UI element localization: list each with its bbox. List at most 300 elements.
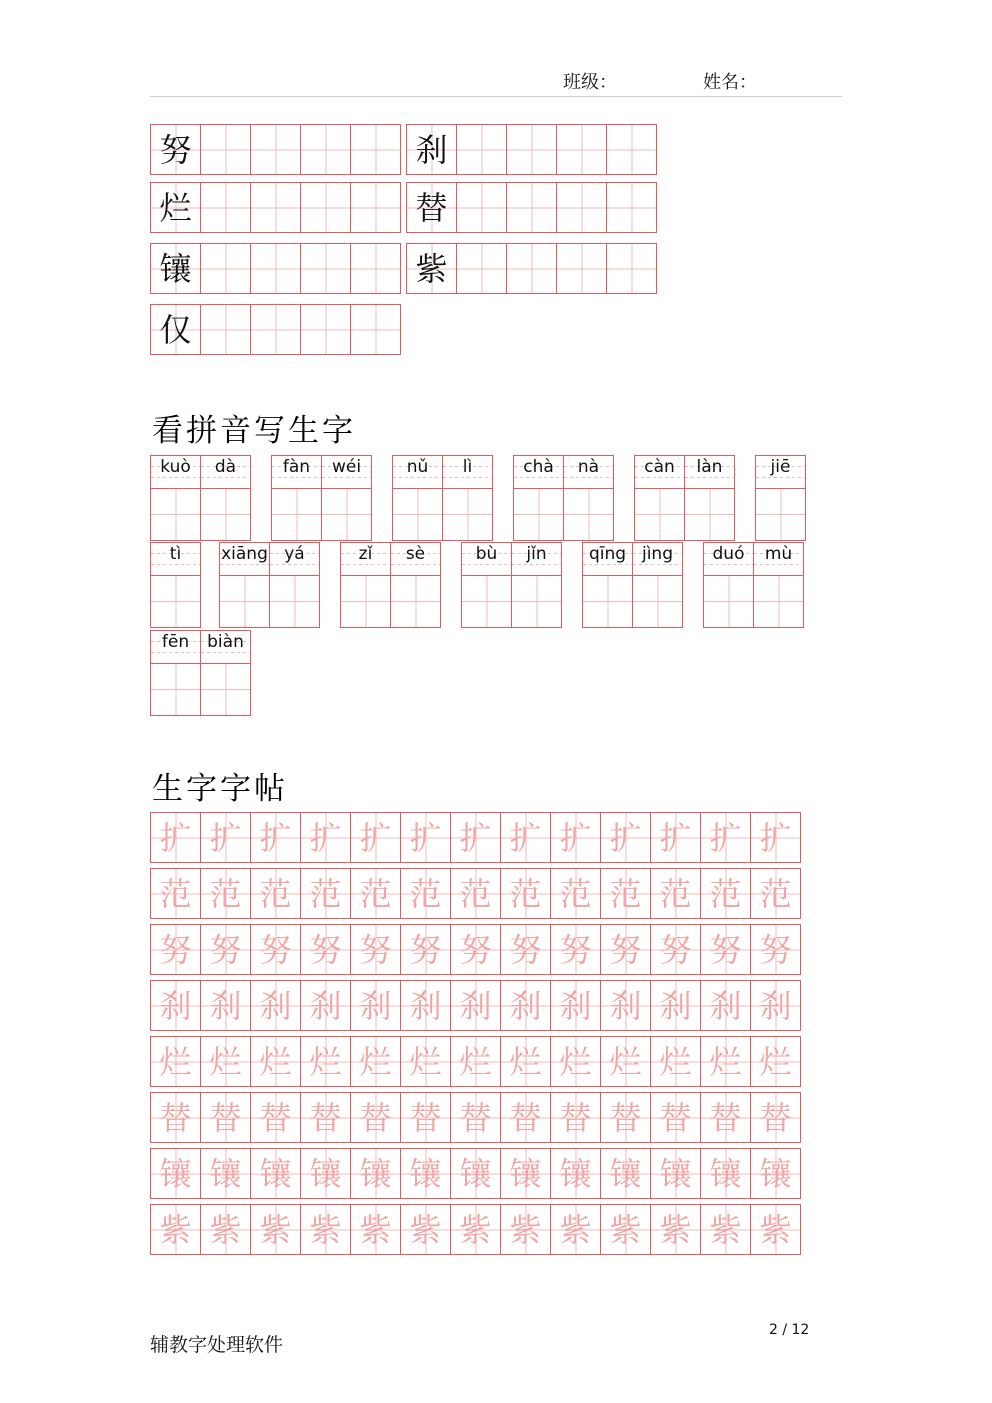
trace-cell[interactable]	[550, 868, 601, 919]
writing-cell[interactable]	[556, 124, 607, 175]
trace-cell[interactable]	[650, 812, 701, 863]
trace-char: 扩	[209, 818, 242, 857]
trace-cell[interactable]	[700, 1204, 751, 1255]
trace-cell[interactable]	[300, 980, 351, 1031]
trace-char: 努	[609, 930, 642, 969]
trace-char: 紫	[709, 1210, 742, 1249]
trace-char: 刹	[459, 986, 492, 1025]
trace-char: 紫	[259, 1210, 292, 1249]
trace-cell[interactable]	[600, 868, 651, 919]
trace-char: 范	[309, 874, 342, 913]
pinyin-syllable: lì	[462, 457, 473, 477]
writing-cell[interactable]	[556, 243, 607, 294]
pinyin-cell	[511, 542, 562, 628]
trace-cell[interactable]	[750, 980, 801, 1031]
trace-cell[interactable]	[150, 1092, 201, 1143]
trace-cell[interactable]	[650, 980, 701, 1031]
writing-cell[interactable]	[350, 304, 401, 355]
trace-char: 替	[709, 1098, 742, 1137]
trace-char: 扩	[509, 818, 542, 857]
copy-group	[406, 182, 656, 233]
trace-cell[interactable]	[150, 980, 201, 1031]
answer-cell[interactable]	[341, 576, 390, 627]
pinyin-cell	[582, 542, 633, 628]
pinyin-syllable: jǐn	[526, 544, 547, 564]
trace-cell[interactable]	[600, 1148, 651, 1199]
trace-cell[interactable]	[400, 812, 451, 863]
trace-cell[interactable]	[650, 1036, 701, 1087]
trace-cell[interactable]	[700, 1036, 751, 1087]
trace-cell[interactable]	[150, 924, 201, 975]
trace-char: 替	[309, 1098, 342, 1137]
trace-char: 刹	[309, 986, 342, 1025]
trace-cell[interactable]	[450, 980, 501, 1031]
answer-cell[interactable]	[151, 489, 200, 540]
pinyin-word-box	[755, 455, 805, 541]
pinyin-line	[756, 456, 805, 489]
trace-cell[interactable]	[250, 1148, 301, 1199]
trace-cell[interactable]	[300, 1092, 351, 1143]
writing-cell[interactable]	[506, 243, 557, 294]
trace-char: 替	[609, 1098, 642, 1137]
pinyin-syllable: mù	[764, 544, 793, 564]
trace-char: 努	[759, 930, 792, 969]
pinyin-syllable: nà	[577, 457, 600, 477]
trace-cell[interactable]	[300, 1204, 351, 1255]
writing-cell[interactable]	[350, 182, 401, 233]
writing-cell[interactable]	[506, 182, 557, 233]
copy-group	[406, 243, 656, 294]
trace-char: 替	[459, 1098, 492, 1137]
trace-cell[interactable]	[250, 1036, 301, 1087]
trace-char: 刹	[659, 986, 692, 1025]
trace-char: 刹	[559, 986, 592, 1025]
trace-cell[interactable]	[750, 1092, 801, 1143]
trace-cell[interactable]	[400, 1148, 451, 1199]
pinyin-line	[514, 456, 563, 489]
trace-cell[interactable]	[250, 924, 301, 975]
trace-cell[interactable]	[350, 1092, 401, 1143]
trace-cell[interactable]	[450, 1092, 501, 1143]
trace-char: 刹	[259, 986, 292, 1025]
writing-cell[interactable]	[556, 182, 607, 233]
pinyin-cell	[684, 455, 735, 541]
trace-cell[interactable]	[700, 924, 751, 975]
trace-cell[interactable]	[200, 924, 251, 975]
trace-char: 烂	[609, 1042, 642, 1081]
writing-cell[interactable]	[456, 124, 507, 175]
pinyin-syllable: làn	[696, 457, 723, 477]
pinyin-syllable: zǐ	[358, 544, 373, 564]
trace-cell[interactable]	[400, 1204, 451, 1255]
trace-char: 镶	[259, 1154, 292, 1193]
practice-row	[150, 924, 800, 975]
trace-cell[interactable]	[700, 1092, 751, 1143]
trace-char: 扩	[259, 818, 292, 857]
trace-cell[interactable]	[200, 1036, 251, 1087]
writing-cell[interactable]	[506, 124, 557, 175]
pinyin-line	[704, 543, 753, 576]
pinyin-word-box	[513, 455, 613, 541]
trace-cell[interactable]	[450, 868, 501, 919]
pinyin-cell	[703, 542, 754, 628]
trace-char: 刹	[359, 986, 392, 1025]
pinyin-syllable: jìng	[641, 544, 673, 564]
trace-char: 镶	[209, 1154, 242, 1193]
writing-cell[interactable]	[200, 124, 251, 175]
trace-char: 努	[359, 930, 392, 969]
trace-cell[interactable]	[550, 1092, 601, 1143]
answer-cell[interactable]	[635, 489, 684, 540]
trace-cell[interactable]	[450, 924, 501, 975]
writing-cell[interactable]	[456, 243, 507, 294]
trace-char: 紫	[659, 1210, 692, 1249]
trace-cell[interactable]	[750, 1204, 801, 1255]
pinyin-line	[270, 543, 319, 576]
trace-cell[interactable]	[350, 868, 401, 919]
trace-char: 扩	[409, 818, 442, 857]
trace-cell[interactable]	[300, 924, 351, 975]
trace-cell[interactable]	[700, 980, 751, 1031]
trace-cell[interactable]	[600, 1036, 651, 1087]
pinyin-word-box	[150, 542, 200, 628]
trace-char: 范	[359, 874, 392, 913]
trace-char: 替	[509, 1098, 542, 1137]
page-number: 2 / 12	[769, 1322, 810, 1338]
trace-cell[interactable]	[450, 1204, 501, 1255]
trace-cell[interactable]	[400, 868, 451, 919]
trace-char: 镶	[709, 1154, 742, 1193]
answer-cell[interactable]	[512, 576, 561, 627]
model-char-cell	[406, 243, 457, 294]
trace-cell[interactable]	[150, 1148, 201, 1199]
trace-cell[interactable]	[650, 924, 701, 975]
writing-cell[interactable]	[250, 182, 301, 233]
trace-cell[interactable]	[300, 1036, 351, 1087]
pinyin-cell	[461, 542, 512, 628]
trace-char: 烂	[259, 1042, 292, 1081]
trace-cell[interactable]	[200, 812, 251, 863]
trace-cell[interactable]	[350, 1148, 401, 1199]
trace-cell[interactable]	[550, 924, 601, 975]
pinyin-cell	[150, 542, 201, 628]
pinyin-line	[201, 456, 250, 489]
trace-char: 替	[659, 1098, 692, 1137]
trace-char: 范	[459, 874, 492, 913]
trace-cell[interactable]	[300, 1148, 351, 1199]
trace-cell[interactable]	[600, 980, 651, 1031]
trace-cell[interactable]	[350, 812, 401, 863]
pinyin-cell	[632, 542, 683, 628]
writing-cell[interactable]	[350, 243, 401, 294]
pinyin-cell	[200, 455, 251, 541]
trace-cell[interactable]	[700, 812, 751, 863]
trace-cell[interactable]	[550, 1204, 601, 1255]
model-char: 紫	[415, 249, 448, 288]
trace-cell[interactable]	[350, 924, 401, 975]
trace-cell[interactable]	[500, 1092, 551, 1143]
trace-cell[interactable]	[250, 868, 301, 919]
writing-cell[interactable]	[300, 182, 351, 233]
answer-cell[interactable]	[564, 489, 613, 540]
trace-cell[interactable]	[400, 1092, 451, 1143]
trace-cell[interactable]	[600, 812, 651, 863]
answer-cell[interactable]	[583, 576, 632, 627]
answer-cell[interactable]	[393, 489, 442, 540]
trace-char: 范	[709, 874, 742, 913]
pinyin-syllable: nǔ	[406, 457, 429, 477]
answer-cell[interactable]	[704, 576, 753, 627]
trace-cell[interactable]	[650, 1092, 701, 1143]
pinyin-line	[341, 543, 390, 576]
pinyin-word-box	[461, 542, 561, 628]
trace-char: 镶	[609, 1154, 642, 1193]
writing-cell[interactable]	[250, 243, 301, 294]
trace-char: 烂	[759, 1042, 792, 1081]
pinyin-cell	[200, 630, 251, 716]
pinyin-word-box	[703, 542, 803, 628]
answer-cell[interactable]	[220, 576, 269, 627]
trace-cell[interactable]	[500, 1148, 551, 1199]
pinyin-syllable: wéi	[331, 457, 362, 477]
trace-char: 刹	[509, 986, 542, 1025]
trace-char: 镶	[659, 1154, 692, 1193]
trace-char: 扩	[459, 818, 492, 857]
trace-cell[interactable]	[750, 868, 801, 919]
trace-char: 刹	[159, 986, 192, 1025]
trace-char: 刹	[209, 986, 242, 1025]
trace-cell[interactable]	[500, 924, 551, 975]
trace-cell[interactable]	[650, 868, 701, 919]
pinyin-word-box	[219, 542, 319, 628]
answer-cell[interactable]	[270, 576, 319, 627]
trace-char: 替	[259, 1098, 292, 1137]
writing-cell[interactable]	[300, 304, 351, 355]
writing-cell[interactable]	[606, 182, 657, 233]
pinyin-cell	[563, 455, 614, 541]
trace-cell[interactable]	[600, 924, 651, 975]
trace-char: 扩	[359, 818, 392, 857]
writing-cell[interactable]	[606, 124, 657, 175]
trace-char: 紫	[459, 1210, 492, 1249]
trace-cell[interactable]	[700, 1148, 751, 1199]
trace-char: 紫	[509, 1210, 542, 1249]
answer-cell[interactable]	[391, 576, 440, 627]
trace-cell[interactable]	[500, 1036, 551, 1087]
trace-char: 努	[559, 930, 592, 969]
trace-cell[interactable]	[450, 1148, 501, 1199]
trace-cell[interactable]	[200, 1092, 251, 1143]
pinyin-cell	[150, 455, 201, 541]
answer-cell[interactable]	[685, 489, 734, 540]
answer-cell[interactable]	[151, 664, 200, 715]
trace-char: 镶	[509, 1154, 542, 1193]
trace-cell[interactable]	[500, 812, 551, 863]
trace-cell[interactable]	[150, 868, 201, 919]
trace-cell[interactable]	[650, 1148, 701, 1199]
trace-char: 范	[509, 874, 542, 913]
trace-cell[interactable]	[750, 924, 801, 975]
trace-cell[interactable]	[400, 980, 451, 1031]
trace-cell[interactable]	[250, 1092, 301, 1143]
model-char-cell	[406, 182, 457, 233]
pinyin-cell	[753, 542, 804, 628]
trace-char: 紫	[159, 1210, 192, 1249]
trace-char: 扩	[609, 818, 642, 857]
trace-char: 范	[259, 874, 292, 913]
trace-char: 紫	[309, 1210, 342, 1249]
answer-cell[interactable]	[272, 489, 321, 540]
pinyin-syllable: sè	[405, 544, 426, 564]
trace-char: 烂	[359, 1042, 392, 1081]
trace-char: 替	[409, 1098, 442, 1137]
trace-cell[interactable]	[350, 980, 401, 1031]
trace-char: 镶	[409, 1154, 442, 1193]
trace-char: 替	[359, 1098, 392, 1137]
trace-cell[interactable]	[700, 868, 751, 919]
trace-char: 刹	[609, 986, 642, 1025]
trace-char: 镶	[159, 1154, 192, 1193]
trace-char: 紫	[609, 1210, 642, 1249]
answer-cell[interactable]	[151, 576, 200, 627]
trace-char: 烂	[309, 1042, 342, 1081]
writing-cell[interactable]	[250, 124, 301, 175]
trace-char: 努	[409, 930, 442, 969]
writing-cell[interactable]	[300, 124, 351, 175]
trace-cell[interactable]	[250, 812, 301, 863]
trace-cell[interactable]	[550, 812, 601, 863]
trace-cell[interactable]	[550, 1036, 601, 1087]
trace-char: 扩	[759, 818, 792, 857]
pinyin-syllable: fàn	[282, 457, 311, 477]
writing-cell[interactable]	[250, 304, 301, 355]
trace-cell[interactable]	[600, 1204, 651, 1255]
trace-char: 努	[259, 930, 292, 969]
trace-char: 紫	[209, 1210, 242, 1249]
practice-row	[150, 1148, 800, 1199]
trace-cell[interactable]	[450, 1036, 501, 1087]
trace-cell[interactable]	[300, 812, 351, 863]
trace-cell[interactable]	[600, 1092, 651, 1143]
writing-cell[interactable]	[350, 124, 401, 175]
writing-cell[interactable]	[456, 182, 507, 233]
pinyin-syllable: duó	[712, 544, 745, 564]
answer-cell[interactable]	[201, 489, 250, 540]
trace-cell[interactable]	[250, 1204, 301, 1255]
trace-cell[interactable]	[250, 980, 301, 1031]
trace-char: 扩	[709, 818, 742, 857]
pinyin-cell	[150, 630, 201, 716]
answer-cell[interactable]	[201, 664, 250, 715]
writing-cell[interactable]	[200, 182, 251, 233]
trace-cell[interactable]	[750, 1036, 801, 1087]
pinyin-line	[685, 456, 734, 489]
trace-cell[interactable]	[550, 1148, 601, 1199]
trace-cell[interactable]	[200, 1148, 251, 1199]
pinyin-cell	[269, 542, 320, 628]
trace-cell[interactable]	[750, 1148, 801, 1199]
trace-char: 范	[409, 874, 442, 913]
pinyin-cell	[321, 455, 372, 541]
writing-cell[interactable]	[200, 243, 251, 294]
answer-cell[interactable]	[462, 576, 511, 627]
trace-cell[interactable]	[350, 1204, 401, 1255]
pinyin-line	[393, 456, 442, 489]
pinyin-line	[151, 456, 200, 489]
practice-row	[150, 1204, 800, 1255]
trace-cell[interactable]	[650, 1204, 701, 1255]
trace-cell[interactable]	[200, 868, 251, 919]
trace-cell[interactable]	[300, 868, 351, 919]
pinyin-word-box	[150, 455, 250, 541]
pinyin-line	[201, 631, 250, 664]
trace-cell[interactable]	[200, 980, 251, 1031]
pinyin-line	[151, 631, 200, 664]
trace-cell[interactable]	[150, 1204, 201, 1255]
answer-cell[interactable]	[754, 576, 803, 627]
trace-char: 扩	[159, 818, 192, 857]
trace-cell[interactable]	[350, 1036, 401, 1087]
pinyin-syllable: fēn	[161, 632, 190, 652]
answer-cell[interactable]	[514, 489, 563, 540]
practice-row	[150, 1036, 800, 1087]
answer-cell[interactable]	[756, 489, 805, 540]
pinyin-line	[512, 543, 561, 576]
model-char: 烂	[159, 188, 192, 227]
trace-cell[interactable]	[450, 812, 501, 863]
pinyin-cell	[271, 455, 322, 541]
trace-cell[interactable]	[200, 1204, 251, 1255]
trace-cell[interactable]	[150, 1036, 201, 1087]
answer-cell[interactable]	[443, 489, 492, 540]
trace-cell[interactable]	[150, 812, 201, 863]
trace-char: 紫	[759, 1210, 792, 1249]
trace-cell[interactable]	[400, 1036, 451, 1087]
answer-cell[interactable]	[322, 489, 371, 540]
model-char-cell	[150, 124, 201, 175]
pinyin-cell	[219, 542, 270, 628]
practice-row	[150, 868, 800, 919]
trace-cell[interactable]	[550, 980, 601, 1031]
pinyin-syllable: xiāng	[221, 544, 268, 564]
trace-cell[interactable]	[500, 1204, 551, 1255]
trace-char: 烂	[509, 1042, 542, 1081]
trace-cell[interactable]	[750, 812, 801, 863]
model-char-cell	[150, 182, 201, 233]
pinyin-syllable: chà	[523, 457, 554, 477]
pinyin-syllable: biàn	[207, 632, 244, 652]
pinyin-word-box	[340, 542, 440, 628]
trace-cell[interactable]	[500, 868, 551, 919]
trace-char: 替	[209, 1098, 242, 1137]
writing-cell[interactable]	[606, 243, 657, 294]
writing-cell[interactable]	[200, 304, 251, 355]
trace-char: 努	[509, 930, 542, 969]
pinyin-word-box	[634, 455, 734, 541]
answer-cell[interactable]	[633, 576, 682, 627]
trace-cell[interactable]	[400, 924, 451, 975]
pinyin-line	[151, 543, 200, 576]
practice-row	[150, 812, 800, 863]
model-char: 替	[415, 188, 448, 227]
trace-cell[interactable]	[500, 980, 551, 1031]
copy-group	[406, 124, 656, 175]
pinyin-syllable: qīng	[588, 544, 627, 564]
trace-char: 努	[709, 930, 742, 969]
model-char: 镶	[159, 249, 192, 288]
trace-char: 镶	[459, 1154, 492, 1193]
writing-cell[interactable]	[300, 243, 351, 294]
